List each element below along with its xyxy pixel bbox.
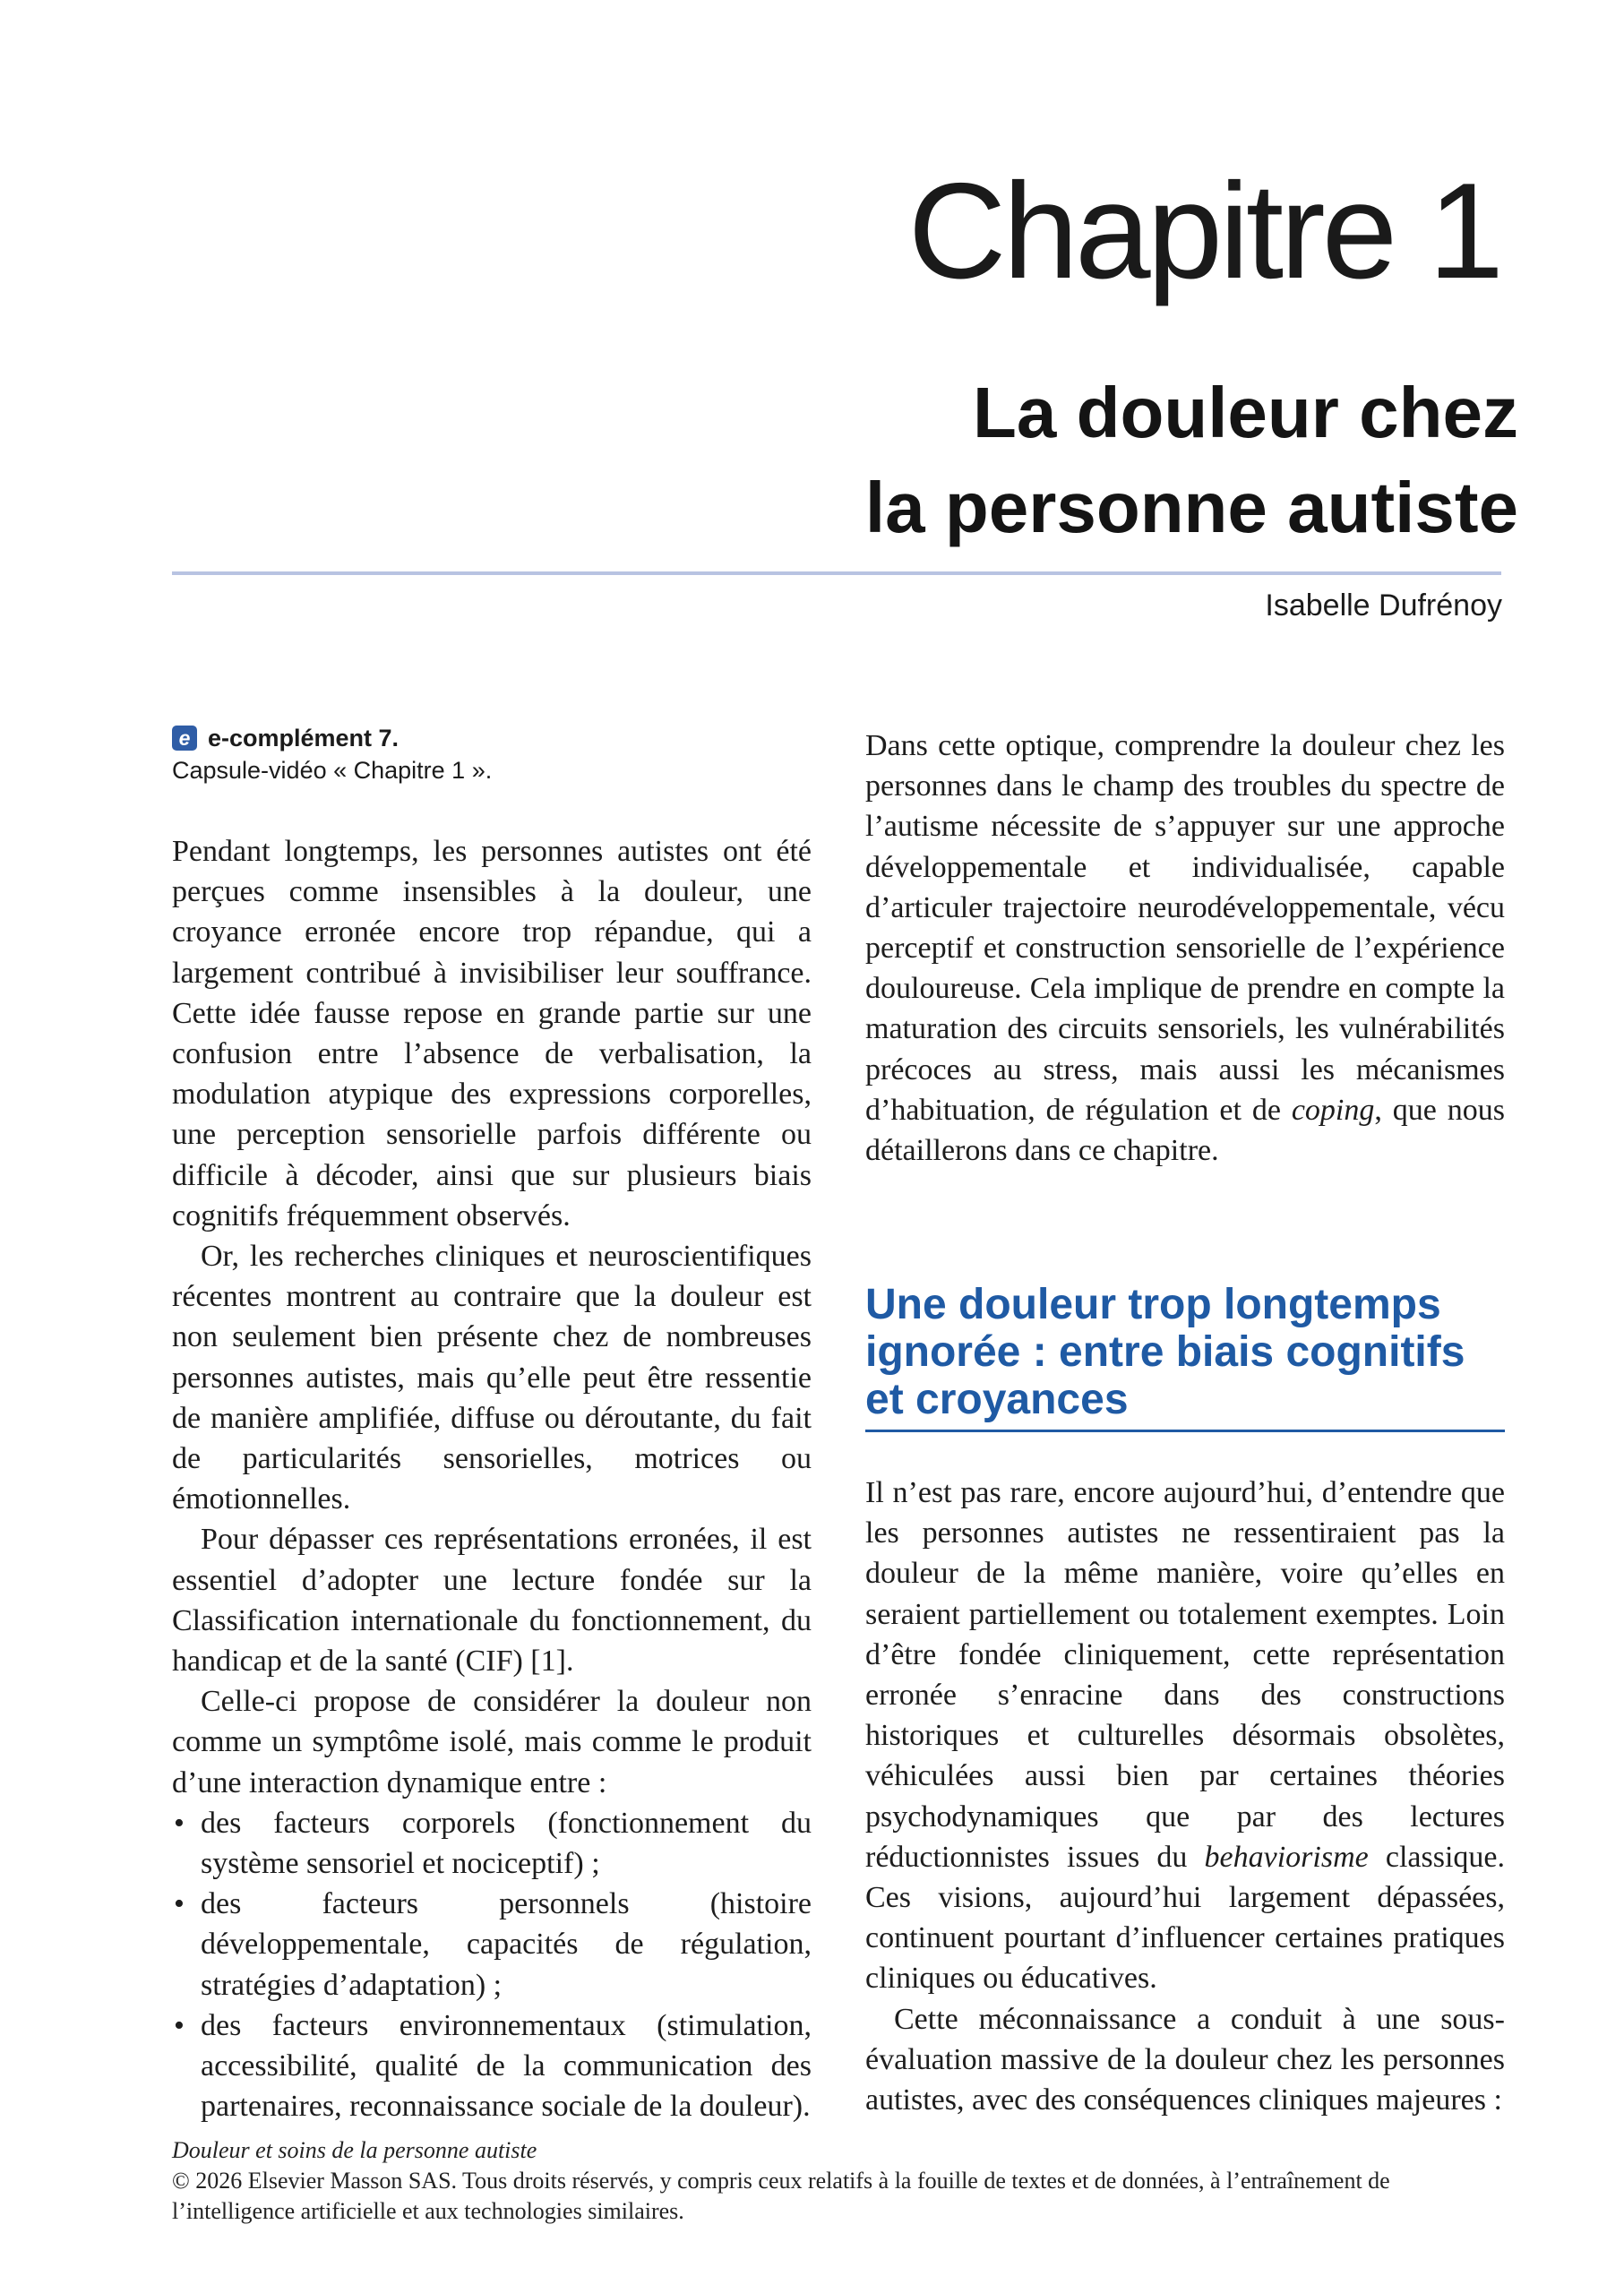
author-name: Isabelle Dufrénoy — [1265, 588, 1502, 623]
e-complement-caption: Capsule-vidéo « Chapitre 1 ». — [172, 757, 493, 784]
paragraph-intro: Pendant longtemps, les personnes autistes ont été perçues comme insensibles à la douleur, une croyance erronée encore trop répandue, qui a largement contribué à invisibiliser leur souffrance. Cette idée fausse repose en grande partie sur une confusion entre l’absence de verbalisation, la modulation atypique des expressions corporelles, une perception sensorielle parfois différente ou difficile à décoder, ainsi que sur plusieurs biais cognitifs fréquemment observés. — [172, 835, 812, 1232]
book-title: Douleur et soins de la personne autiste — [172, 2137, 537, 2163]
chapter-title-line-2: la personne autiste — [864, 468, 1518, 547]
chapter-title-line-1: La douleur chez — [973, 373, 1518, 452]
list-item: • des facteurs personnels (histoire développementale, capacités de régulation, stratégies d’adaptation) ; — [172, 1884, 812, 2005]
section-heading: Une douleur trop longtemps ignorée : entre biais cognitifs et croyances — [865, 1281, 1465, 1423]
right-column-top — [865, 726, 1505, 1171]
behaviorisme-term: behaviorisme — [1204, 1840, 1369, 1874]
right-column-bottom — [865, 1473, 1505, 2120]
left-column — [172, 831, 812, 2127]
paragraph-misconception: Il n’est pas rare, encore aujourd’hui, d’entendre que les personnes autistes ne ressentiraient pas la douleur de la même manière, voire qu’elles en seraient partiellement ou totalement exemptes. Loin d’être fondée cliniquement, cette représentation erronée s’enracine dans des constructions historiques et culturelles désormais obsolètes, véhiculées aussi bien par certaines théories psychodynamiques que par des lectures réductionnistes issues du behaviorisme classique. Ces visions, aujourd’hui largement dépassées, continuent pourtant d’influencer certaines pratiques cliniques ou éducatives. — [865, 1476, 1505, 1996]
page-footer — [172, 2135, 1507, 2227]
list-item: • des facteurs environnementaux (stimulation, accessibilité, qualité de la communication des partenaires, reconnaissance sociale de la douleur). — [172, 2005, 812, 2127]
paragraph-research: Or, les recherches cliniques et neuroscientifiques récentes montrent au contraire que la douleur est non seulement bien présente chez de nombreuses personnes autistes, mais qu’elle peut être ressentie de manière amplifiée, diffuse ou déroutante, du fait de particularités sensorielles, motrices ou émotionnelles. — [172, 1240, 812, 1516]
paragraph-approach: Dans cette optique, comprendre la douleur chez les personnes dans le champ des troubles du spectre de l’autisme nécessite de s’appuyer sur une approche développementale et individualisée, capable d’articuler trajectoire neurodéveloppementale, vécu perceptif et construction sensorielle de l’expérience douloureuse. Cela implique de prendre en compte la maturation des circuits sensoriels, les vulnérabilités précoces au stress, mais aussi les mécanismes d’habituation, de régulation et de coping, que nous détaillerons dans ce chapitre. — [865, 729, 1505, 1168]
list-item: • des facteurs corporels (fonctionnement du système sensoriel et nociceptif) ; — [172, 1803, 812, 1884]
copyright-notice: © 2026 Elsevier Masson SAS. Tous droits réservés, y compris ceux relatifs à la fouille de textes et de données, à l’entraînement de l’intelligence artificielle et aux technologies similaires. — [172, 2168, 1390, 2224]
factor-list — [172, 1803, 812, 2127]
e-complement-label[interactable]: e-complément 7. — [208, 725, 400, 751]
e-complement-icon[interactable]: e — [172, 726, 197, 751]
paragraph-consequences: Cette méconnaissance a conduit à une sous-évaluation massive de la douleur chez les personnes autistes, avec des conséquences cliniques majeures : — [865, 2002, 1505, 2117]
title-divider — [172, 571, 1501, 575]
paragraph-interaction: Celle-ci propose de considérer la douleur non comme un symptôme isolé, mais comme le produit d’une interaction dynamique entre : — [172, 1685, 812, 1799]
paragraph-cif: Pour dépasser ces représentations erronées, il est essentiel d’adopter une lecture fondée sur la Classification internationale du fonctionnement, du handicap et de la santé (CIF) [1]. — [172, 1523, 812, 1679]
e-complement-block[interactable] — [172, 722, 817, 786]
coping-term: coping — [1291, 1093, 1375, 1127]
chapter-number: Chapitre 1 — [907, 155, 1500, 307]
chapter-title — [865, 365, 1518, 555]
section-divider — [865, 1430, 1505, 1432]
